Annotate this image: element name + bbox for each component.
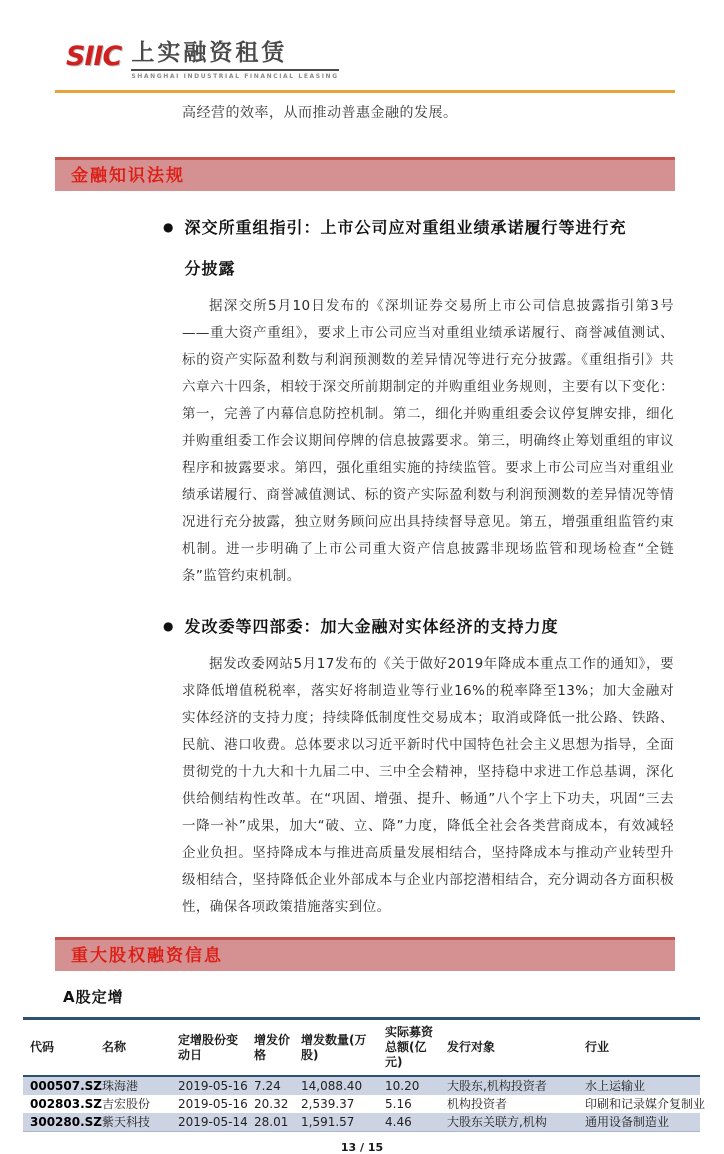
article-ndrc-notice [163, 606, 674, 921]
cell-change-date: 2019-05-14 [178, 1115, 248, 1129]
cell-industry: 水上运输业 [585, 1079, 646, 1093]
cell-issue-price: 28.01 [254, 1115, 289, 1129]
cell-issue-target: 大股东,机构投资者 [447, 1079, 547, 1093]
cell-name: 珠海港 [102, 1079, 139, 1093]
siic-logo-icon: SIIC [66, 41, 122, 72]
bullet-icon: ● [163, 220, 175, 234]
cell-raised-amount: 10.20 [385, 1079, 420, 1093]
col-header-raised-amount: 实际募资总额(亿元) [378, 1019, 440, 1077]
cell-issue-volume: 1,591.57 [301, 1115, 355, 1129]
page-header [66, 40, 724, 80]
article-heading [163, 606, 641, 647]
page-number: 13 / 15 [340, 1141, 384, 1154]
table-row [23, 1076, 700, 1095]
col-header-issue-target: 发行对象 [440, 1019, 578, 1077]
section-banner-financing: 重大股权融资信息 [55, 937, 675, 971]
article-heading [163, 207, 641, 289]
cell-issue-price: 20.32 [254, 1097, 289, 1111]
cell-code: 002803.SZ [30, 1097, 102, 1111]
cell-industry: 通用设备制造业 [585, 1115, 670, 1129]
cell-code: 300280.SZ [30, 1115, 102, 1129]
cell-issue-target: 机构投资者 [447, 1097, 508, 1111]
table-row [23, 1113, 700, 1132]
cell-code: 000507.SZ [30, 1079, 102, 1093]
cell-name: 紫天科技 [102, 1115, 151, 1129]
cell-industry: 印刷和记录媒介复制业 [585, 1097, 706, 1111]
cell-issue-volume: 2,539.37 [301, 1097, 355, 1111]
a-share-placement-heading: A股定增 [63, 988, 124, 1006]
bullet-icon: ● [163, 619, 175, 633]
cell-change-date: 2019-05-16 [178, 1097, 248, 1111]
article-body: 据发改委网站5月17发布的《关于做好2019年降成本重点工作的通知》，要求降低增值税税率，落实好将制造业等行业16%的税率降至13%；加大金融对实体经济的支持力度；持续降低制度性交易成本；取消或降低一批公路、铁路、民航、港口收费。总体要求以习近平新时代中国特色社会主义思想为指导，全面贯彻党的十九大和十九届二中、三中全会精神，坚持稳中求进工作总基调，深化供给侧结构性改革。在“巩固、增强、提升、畅通”八个字上下功夫，巩固“三去一降一补”成果，加大“破、立、降”力度，降低全社会各类营商成本，有效减轻企业负担。坚持降成本与推进高质量发展相结合，坚持降成本与推动产业转型升级相结合，坚持降低企业外部成本与企业内部挖潜相结合，充分调动各方面积极性，确保各项政策措施落实到位。 [182, 656, 674, 915]
article-body: 据深交所5月10日发布的《深圳证券交易所上市公司信息披露指引第3号——重大资产重组》，要求上市公司应当对重组业绩承诺履行、商誉减值测试、标的资产实际盈利数与利润预测数的差异情况等进行充分披露。《重组指引》共六章六十四条，相较于深交所前期制定的并购重组业务规则，主要有以下变化：第一，完善了内幕信息防控机制。第二，细化并购重组委会议停复牌安排，细化并购重组委工作会议期间停牌的信息披露要求。第三，明确终止筹划重组的审议程序和披露要求。第四，强化重组实施的持续监管。要求上市公司应当对重组业绩承诺履行、商誉减值测试、标的资产实际盈利数与利润预测数的差异情况等情况进行充分披露，独立财务顾问应出具持续督导意见。第五，增强重组监管约束机制。进一步明确了上市公司重大资产信息披露非现场监管和现场检查“全链条”监管约束机制。 [182, 298, 674, 584]
cell-issue-price: 7.24 [254, 1079, 281, 1093]
cell-raised-amount: 4.46 [385, 1115, 412, 1129]
col-header-name: 名称 [95, 1019, 171, 1077]
col-header-change-date: 定增股份变动日 [171, 1019, 247, 1077]
col-header-issue-price: 增发价格 [247, 1019, 294, 1077]
header-divider [55, 90, 675, 93]
col-header-industry: 行业 [578, 1019, 700, 1077]
company-logo [66, 40, 724, 80]
article-heading-text: 深交所重组指引：上市公司应对重组业绩承诺履行等进行充分披露 [184, 218, 627, 278]
document-page [0, 40, 724, 1154]
carryover-paragraph: 高经营的效率，从而推动普惠金融的发展。 [182, 105, 458, 121]
cell-raised-amount: 5.16 [385, 1097, 412, 1111]
table-row [23, 1095, 700, 1113]
article-szse-guideline [163, 207, 674, 590]
company-name-english: SHANGHAI INDUSTRIAL FINANCIAL LEASING [131, 73, 339, 80]
section-banner-regulation: 金融知识法规 [55, 157, 675, 191]
cell-name: 吉宏股份 [102, 1097, 151, 1111]
placement-table [23, 1017, 706, 1132]
table-header-row [23, 1019, 700, 1077]
cell-issue-volume: 14,088.40 [301, 1079, 363, 1093]
cell-issue-target: 大股东关联方,机构 [447, 1115, 547, 1129]
col-header-issue-volume: 增发数量(万股) [294, 1019, 378, 1077]
cell-change-date: 2019-05-16 [178, 1079, 248, 1093]
col-header-code: 代码 [23, 1019, 95, 1077]
article-heading-text: 发改委等四部委：加大金融对实体经济的支持力度 [184, 617, 559, 636]
company-name: 上实融资租赁 [131, 40, 338, 71]
